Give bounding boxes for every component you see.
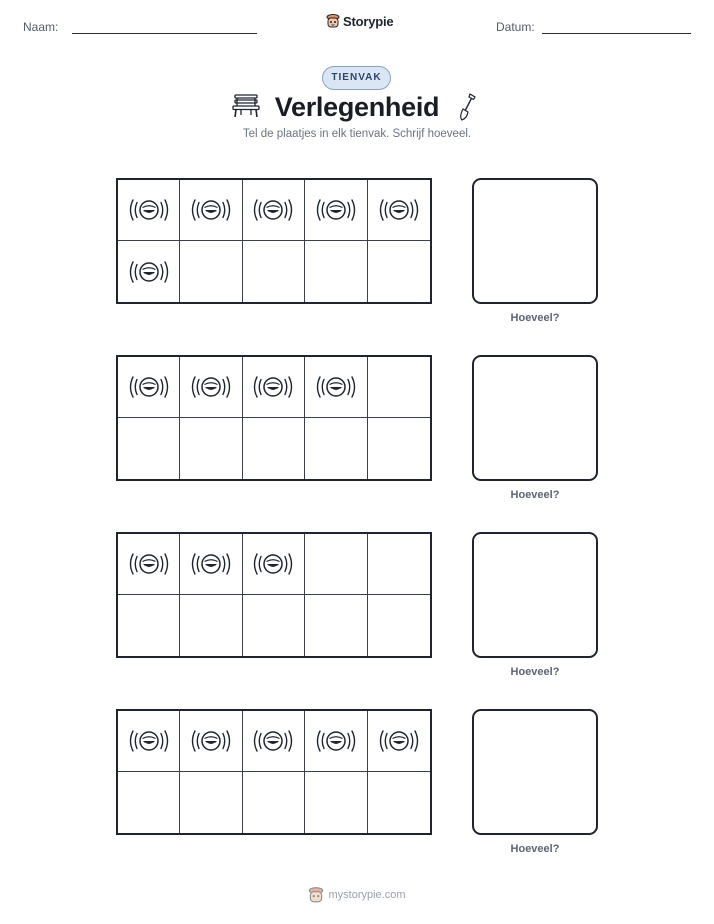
footer-url[interactable]: mystorypie.com <box>328 889 406 901</box>
ten-frame-cell <box>118 772 180 833</box>
ten-frame-cell <box>118 534 180 595</box>
blushing-face-icon <box>251 370 295 404</box>
name-label: Naam: <box>23 20 59 34</box>
ten-frame-2 <box>116 355 432 481</box>
ten-frame-cell <box>180 772 242 833</box>
date-label: Datum: <box>496 20 535 34</box>
blushing-face-icon <box>251 547 295 581</box>
blushing-face-icon <box>189 193 233 227</box>
blushing-face-icon <box>127 255 171 289</box>
date-line[interactable] <box>542 33 691 34</box>
ten-frame-cell <box>243 180 305 241</box>
brand-logo <box>326 13 393 29</box>
answer-label-4: Hoeveel? <box>510 843 560 855</box>
ten-frame-cell <box>368 418 430 479</box>
ten-frame-cell <box>118 711 180 772</box>
ten-frame-cell <box>243 711 305 772</box>
ten-frame-cell <box>368 241 430 302</box>
blushing-face-icon <box>251 724 295 758</box>
ten-frame-4 <box>116 709 432 835</box>
ten-frame-cell <box>368 180 430 241</box>
blushing-face-icon <box>251 193 295 227</box>
blushing-face-icon <box>377 193 421 227</box>
blushing-face-icon <box>314 370 358 404</box>
ten-frame-cell <box>368 772 430 833</box>
answer-label-3: Hoeveel? <box>510 666 560 678</box>
ten-frame-cell <box>305 241 367 302</box>
ten-frame-cell <box>305 418 367 479</box>
ten-frame-cell <box>180 180 242 241</box>
blushing-face-icon <box>189 547 233 581</box>
ten-frame-cell <box>118 595 180 656</box>
blushing-face-icon <box>189 724 233 758</box>
ten-frame-cell <box>368 711 430 772</box>
ten-frame-cell <box>368 534 430 595</box>
blushing-face-icon <box>189 370 233 404</box>
name-line[interactable] <box>72 33 257 34</box>
ten-frame-cell <box>118 357 180 418</box>
ten-frame-cell <box>305 357 367 418</box>
ten-frame-cell <box>243 772 305 833</box>
answer-label-2: Hoeveel? <box>510 489 560 501</box>
worksheet-tag: TIENVAK <box>322 66 391 90</box>
blushing-face-icon <box>314 724 358 758</box>
answer-label-1: Hoeveel? <box>510 312 560 324</box>
ten-frame-cell <box>180 711 242 772</box>
ten-frame-cell <box>118 180 180 241</box>
blushing-face-icon <box>127 193 171 227</box>
ten-frame-cell <box>305 772 367 833</box>
ten-frame-cell <box>180 241 242 302</box>
ten-frame-cell <box>243 241 305 302</box>
ten-frame-cell <box>305 180 367 241</box>
blushing-face-icon <box>127 724 171 758</box>
ten-frame-cell <box>118 241 180 302</box>
ten-frame-cell <box>243 595 305 656</box>
ten-frame-cell <box>368 357 430 418</box>
answer-box-1[interactable] <box>472 178 598 304</box>
blushing-face-icon <box>127 370 171 404</box>
brand-name: Storypie <box>343 13 394 29</box>
blushing-face-icon <box>377 724 421 758</box>
blushing-face-icon <box>314 193 358 227</box>
ten-frame-cell <box>243 357 305 418</box>
ten-frame-cell <box>305 534 367 595</box>
storypie-mascot-icon <box>326 13 340 29</box>
ten-frame-cell <box>118 418 180 479</box>
worksheet-title: Verlegenheid <box>274 92 440 122</box>
answer-box-3[interactable] <box>472 532 598 658</box>
blushing-face-icon <box>127 547 171 581</box>
storypie-mascot-icon <box>308 886 324 904</box>
ten-frame-1 <box>116 178 432 304</box>
ten-frame-3 <box>116 532 432 658</box>
ten-frame-cell <box>180 418 242 479</box>
footer <box>0 886 714 904</box>
answer-box-4[interactable] <box>472 709 598 835</box>
worksheet-instructions: Tel de plaatjes in elk tienvak. Schrijf hoeveel. <box>242 128 472 140</box>
ten-frame-cell <box>368 595 430 656</box>
ten-frame-cell <box>305 595 367 656</box>
ten-frame-cell <box>305 711 367 772</box>
ten-frame-cell <box>180 595 242 656</box>
ten-frame-cell <box>243 534 305 595</box>
shovel-icon <box>457 92 477 122</box>
ten-frame-cell <box>180 534 242 595</box>
ten-frame-cell <box>243 418 305 479</box>
ten-frame-cell <box>180 357 242 418</box>
answer-box-2[interactable] <box>472 355 598 481</box>
